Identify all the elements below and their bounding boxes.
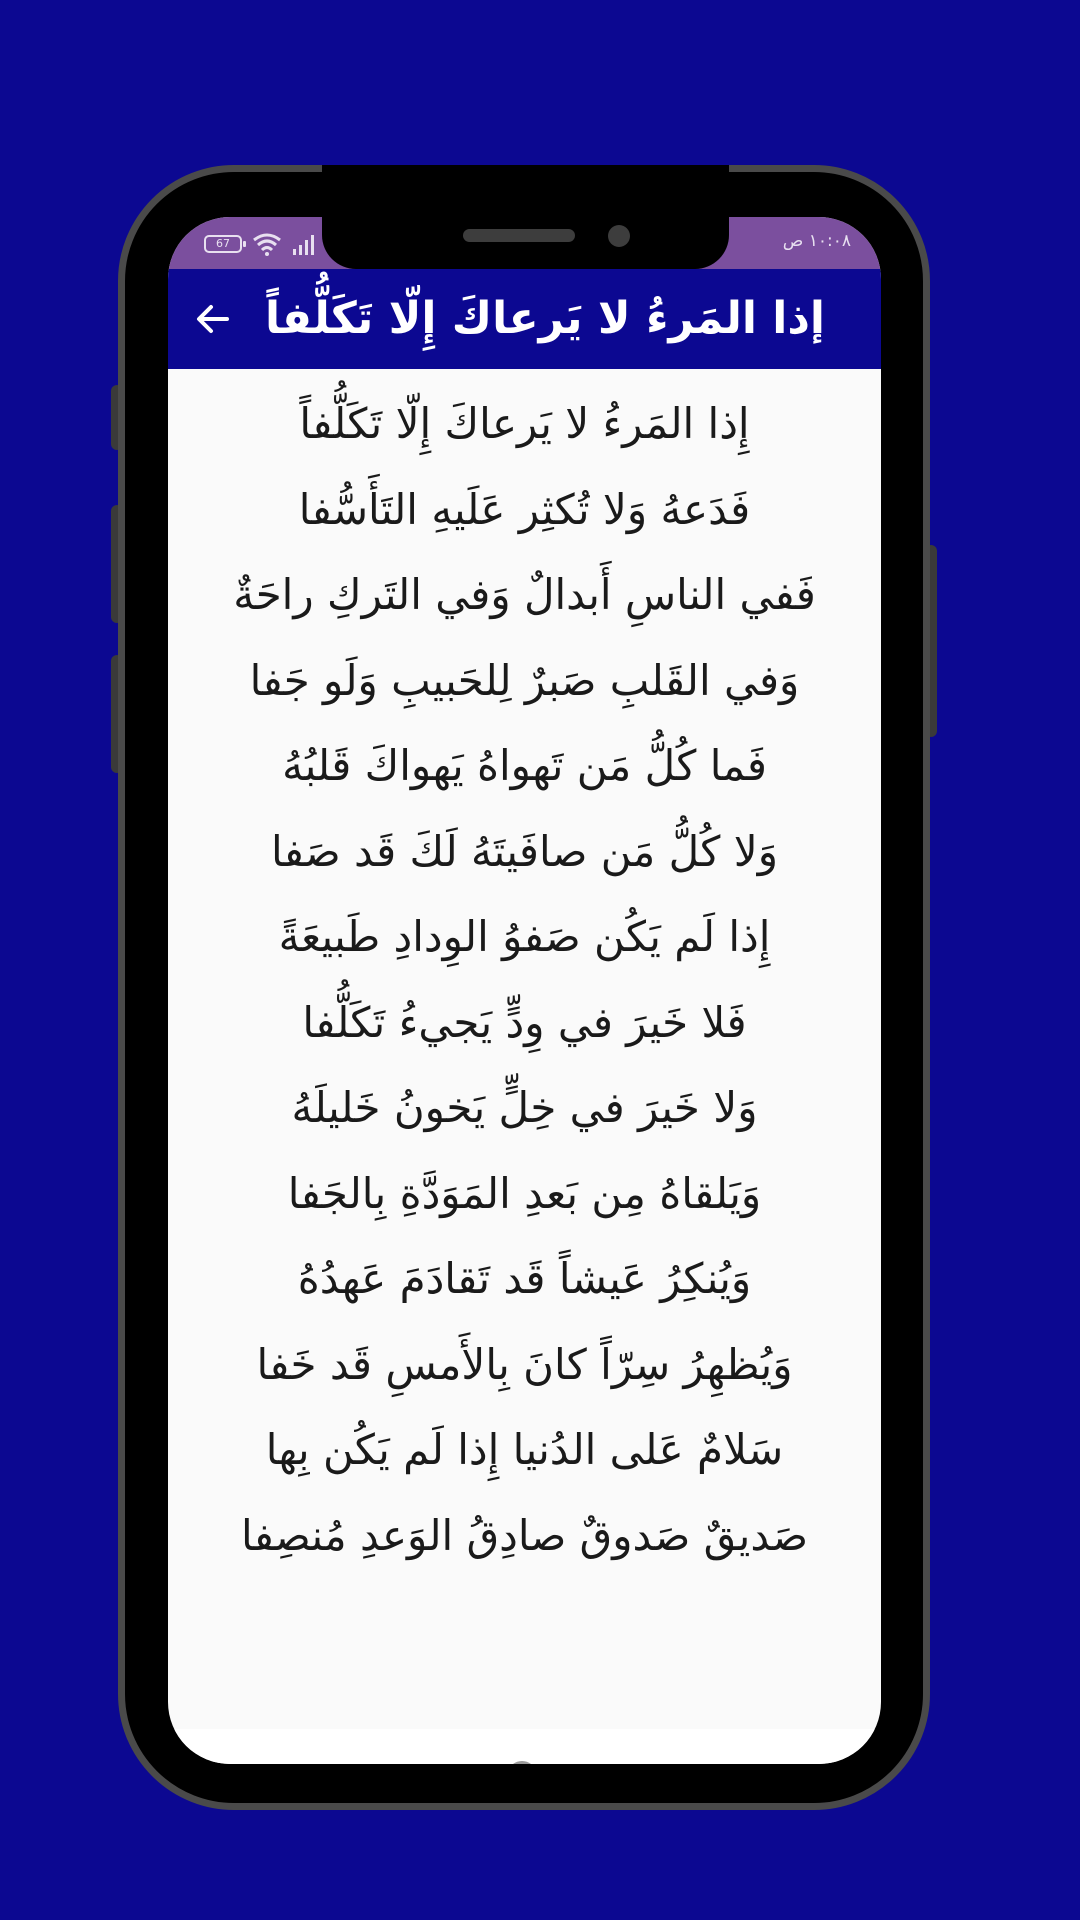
signal-icon bbox=[292, 233, 318, 255]
poem-verse: وَيُظهِرُ سِرّاً كانَ بِالأَمسِ قَد خَفا bbox=[256, 1339, 793, 1389]
home-icon[interactable] bbox=[507, 1761, 537, 1764]
poem-text bbox=[168, 381, 881, 1578]
poem-verse: وَيُنكِرُ عَيشاً قَد تَقادَمَ عَهدُهُ bbox=[297, 1254, 752, 1303]
battery-level: 67 bbox=[216, 237, 230, 250]
app-bar bbox=[168, 269, 881, 369]
poem-verse: إِذا لَم يَكُن صَفوُ الوِدادِ طَبيعَةً bbox=[278, 912, 771, 961]
poem-verse: فَلا خَيرَ في وِدٍّ يَجيءُ تَكَلُّفا bbox=[302, 997, 747, 1047]
poem-verse: وَيَلقاهُ مِن بَعدِ المَوَدَّةِ بِالجَفا bbox=[287, 1168, 762, 1218]
poem-verse: وَلا خَيرَ في خِلٍّ يَخونُ خَليلَهُ bbox=[291, 1083, 758, 1132]
front-camera bbox=[608, 225, 630, 247]
battery-icon bbox=[204, 235, 242, 253]
poem-verse: إِذا المَرءُ لا يَرعاكَ إِلّا تَكَلُّفاً bbox=[299, 399, 750, 448]
poem-verse: فَما كُلُّ مَن تَهواهُ يَهواكَ قَلبُهُ bbox=[282, 741, 767, 790]
status-time: ١٠:٠٨ ص bbox=[782, 231, 851, 251]
wifi-icon bbox=[252, 232, 282, 256]
poem-verse: فَدَعهُ وَلا تُكثِر عَلَيهِ التَأَسُّفا bbox=[298, 484, 751, 534]
poem-verse: صَديقٌ صَدوقٌ صادِقُ الوَعدِ مُنصِفا bbox=[240, 1510, 809, 1560]
poem-verse: سَلامٌ عَلى الدُنيا إِذا لَم يَكُن بِها bbox=[265, 1425, 784, 1474]
phone-screen bbox=[168, 217, 881, 1764]
page-title: إذا المَرءُ لا يَرعاكَ إِلّا تَكَلُّفاً bbox=[265, 293, 825, 344]
phone-notch bbox=[322, 165, 729, 269]
poem-verse: فَفي الناسِ أَبدالٌ وَفي التَركِ راحَةٌ bbox=[233, 570, 816, 619]
poem-verse: وَلا كُلُّ مَن صافَيتَهُ لَكَ قَد صَفا bbox=[270, 826, 779, 876]
system-nav-bar bbox=[168, 1729, 881, 1764]
arrow-back-icon bbox=[195, 304, 229, 334]
speaker-grille bbox=[463, 229, 575, 242]
status-icons bbox=[204, 231, 318, 257]
poem-verse: وَفي القَلبِ صَبرٌ لِلحَبيبِ وَلَو جَفا bbox=[249, 655, 800, 705]
back-button[interactable] bbox=[190, 297, 234, 341]
